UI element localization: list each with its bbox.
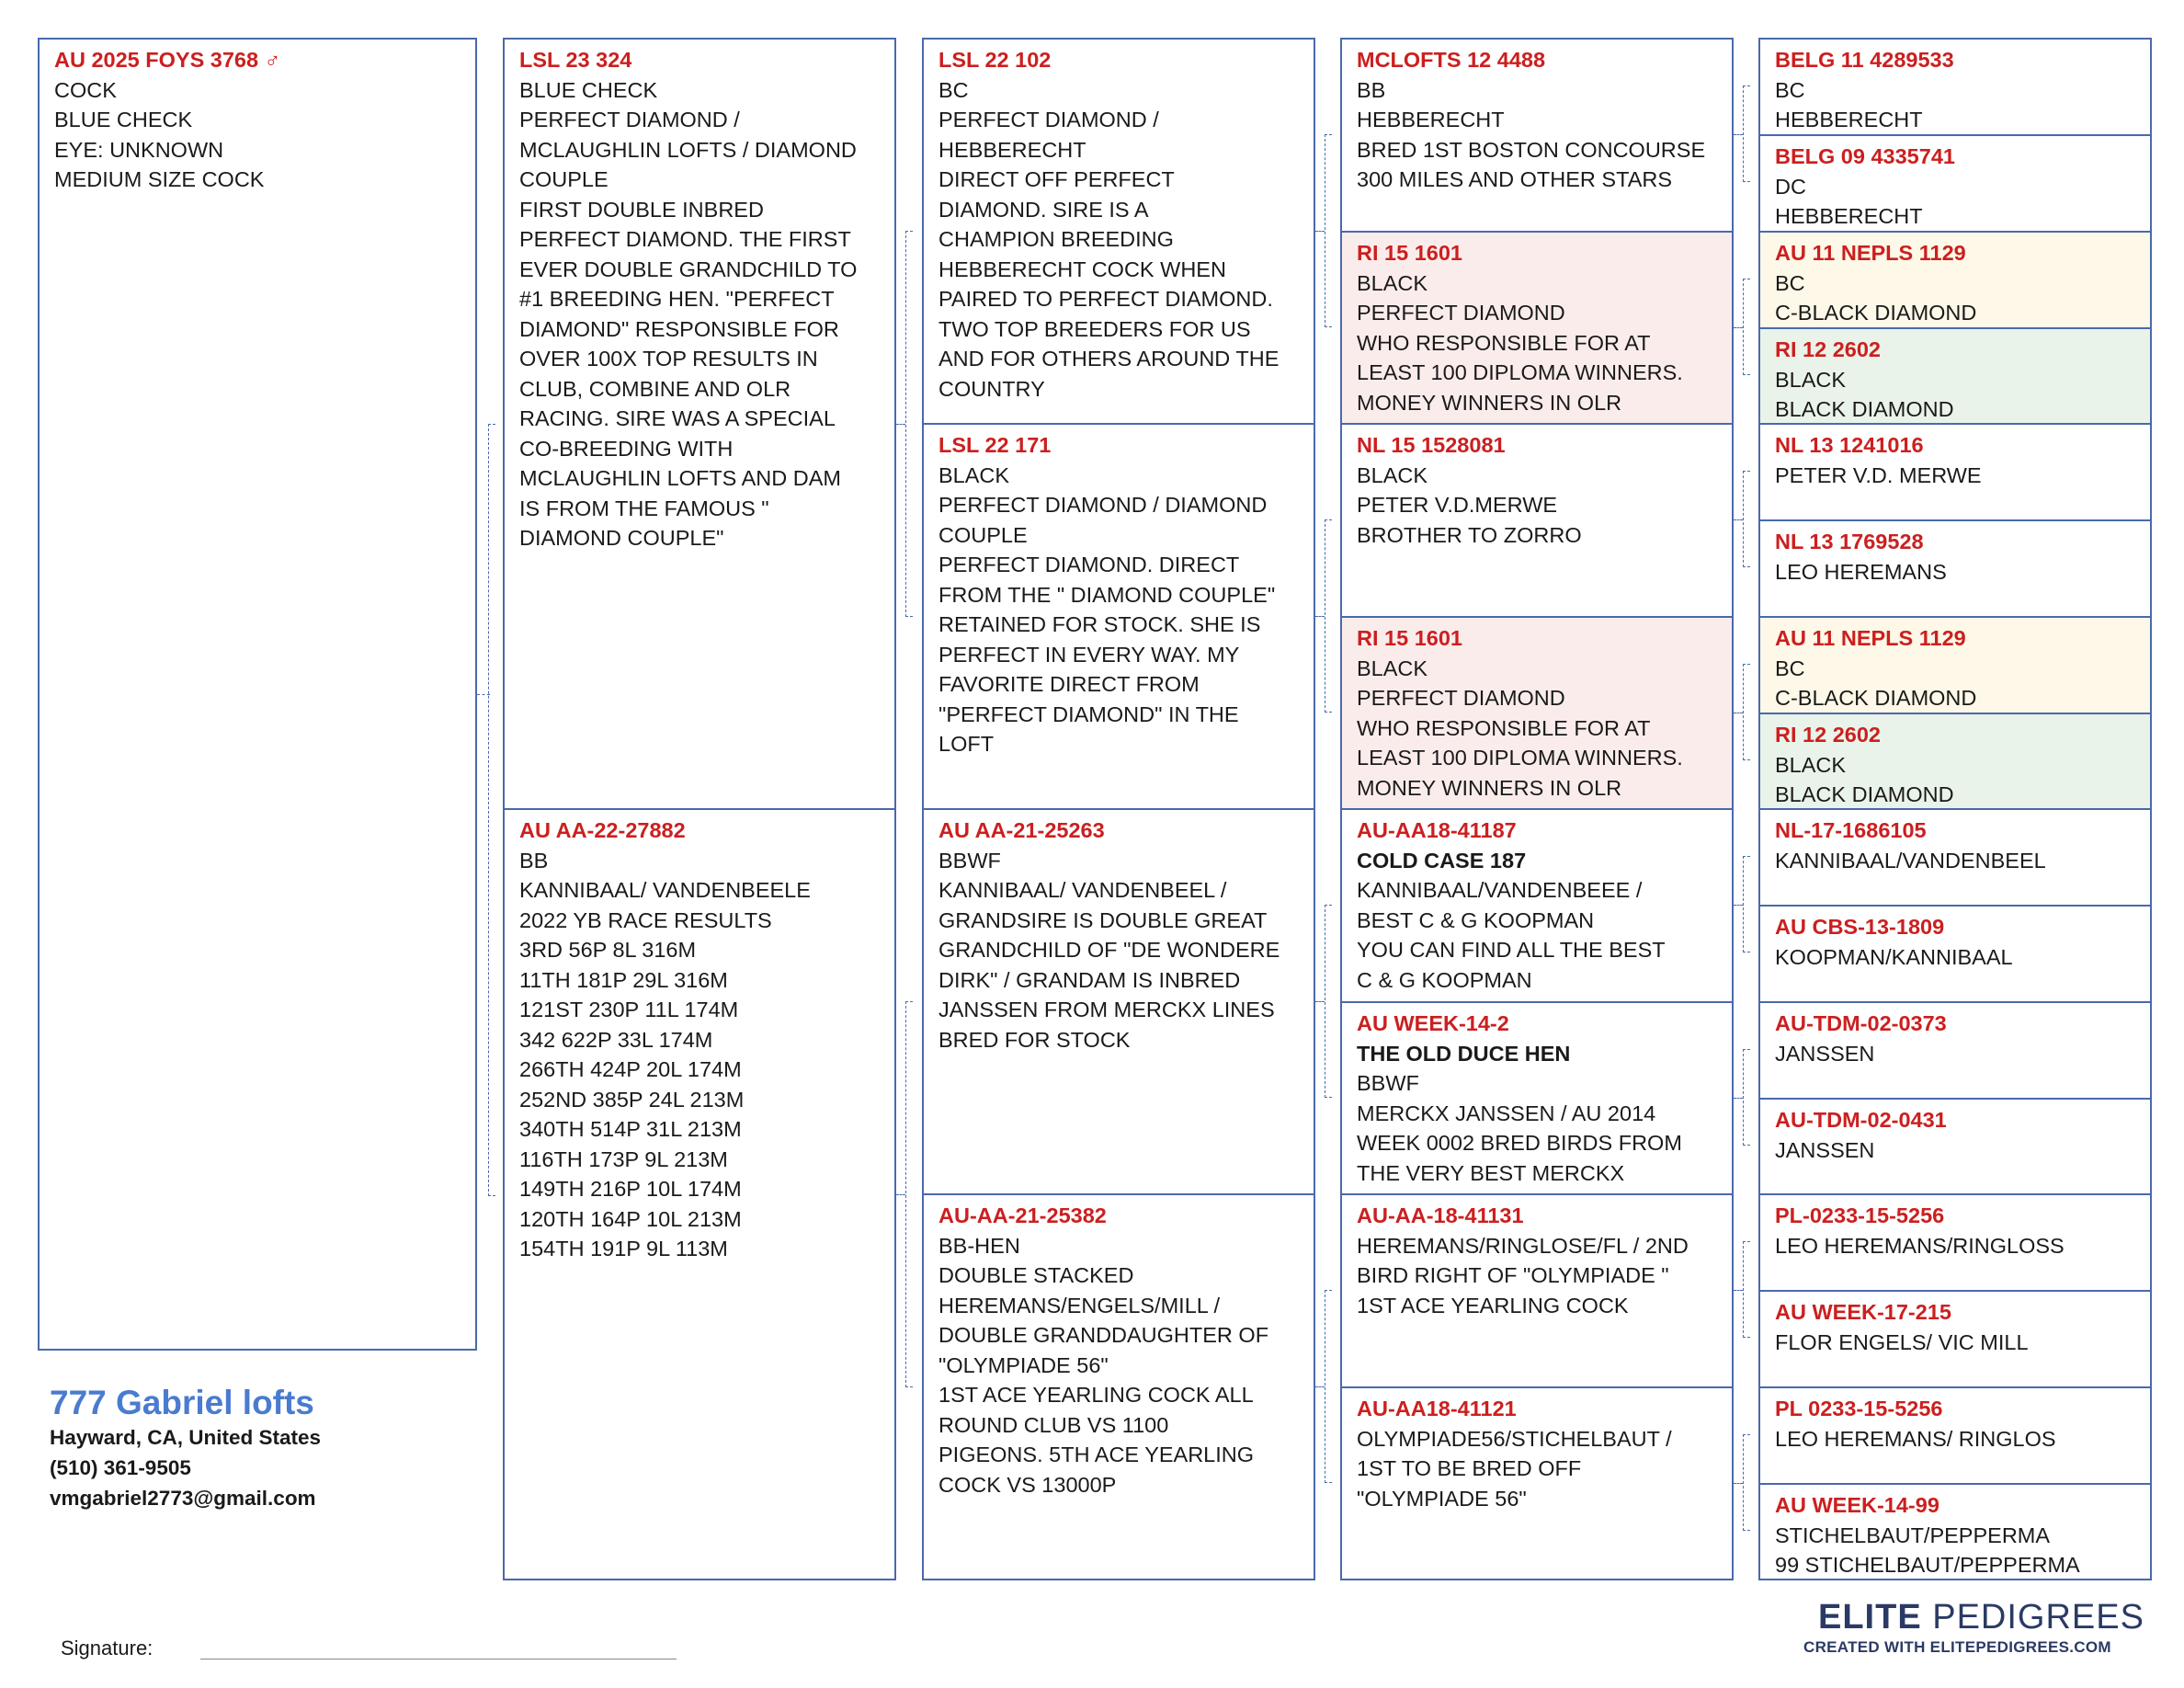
card-line: PERFECT DIAMOND. DIRECT FROM THE " DIAMOND COUPLE" RETAINED FOR STOCK. SHE IS PERFECT IN EVERY WAY. MY FAVORITE DIRECT FROM "PERFECT DIAMOND" IN THE LOFT	[938, 553, 1276, 756]
card-line: BC	[938, 77, 969, 102]
connector-line	[1734, 327, 1743, 328]
band-number: AU-AA18-41121	[1357, 1397, 1517, 1420]
connector-line	[1734, 1483, 1743, 1484]
card-line: BC	[1775, 270, 1805, 295]
connector-bracket	[1325, 905, 1332, 1098]
pedigree-card-grandparent	[922, 808, 1315, 1196]
band-number: PL-0233-15-5256	[1775, 1203, 1945, 1227]
connector-bracket	[1743, 279, 1750, 375]
card-line: BLACK	[1357, 270, 1428, 295]
band-number: NL 13 1769528	[1775, 530, 1924, 553]
card-line: EYE: UNKNOWN	[54, 137, 224, 162]
pedigree-card-gen4	[1758, 1483, 2152, 1580]
connector-bracket	[1743, 1434, 1750, 1531]
band-number: AU CBS-13-1809	[1775, 915, 1945, 939]
card-line: 2022 YB RACE RESULTS	[519, 907, 772, 932]
connector-bracket	[1743, 1049, 1750, 1146]
card-line: KANNIBAAL/VANDENBEEE / BEST C & G KOOPMAN	[1357, 878, 1643, 932]
pedigree-card-great-grandparent	[1340, 1386, 1734, 1580]
card-line: BB	[519, 848, 549, 873]
card-line: BLACK	[1775, 367, 1847, 392]
card-line: HEBBERECHT	[1775, 108, 1923, 131]
card-line: BLUE CHECK	[519, 77, 658, 102]
pedigree-card-gen4	[1758, 327, 2152, 426]
card-line: BC	[1775, 77, 1805, 102]
pedigree-card-great-grandparent	[1340, 38, 1734, 233]
band-number: AU 11 NEPLS 1129	[1775, 626, 1966, 650]
card-line: 149TH 216P 10L 174M	[519, 1177, 742, 1201]
band-number: BELG 11 4289533	[1775, 48, 1954, 72]
card-line: LEO HEREMANS/ RINGLOS	[1775, 1426, 2056, 1451]
logo-bold: ELITE	[1818, 1598, 1922, 1637]
card-line: YOU CAN FIND ALL THE BEST C & G KOOPMAN	[1357, 938, 1666, 992]
pedigree-card-gen4	[1758, 519, 2152, 618]
band-number: LSL 22 102	[938, 48, 1052, 72]
connector-bracket	[1325, 1290, 1332, 1483]
card-line: WHO RESPONSIBLE FOR AT LEAST 100 DIPLOMA WINNERS. MONEY WINNERS IN OLR	[1357, 715, 1683, 800]
card-line: 3RD 56P 8L 316M	[519, 938, 697, 962]
created-with-link[interactable]: CREATED WITH ELITEPEDIGREES.COM	[1803, 1638, 2111, 1656]
band-number: AU 2025 FOYS 3768 ♂	[54, 48, 281, 72]
band-number: AU-TDM-02-0373	[1775, 1011, 1947, 1035]
pedigree-card-gen4	[1758, 1386, 2152, 1485]
card-line: PERFECT DIAMOND / MCLAUGHLIN LOFTS / DIAMOND COUPLE	[519, 108, 857, 191]
card-line: 340TH 514P 31L 213M	[519, 1117, 742, 1141]
card-line: BB	[1357, 77, 1386, 102]
pedigree-card-gen4	[1758, 38, 2152, 136]
card-line: KOOPMAN/KANNIBAAL	[1775, 944, 2013, 969]
card-line: STICHELBAUT/PEPPERMA	[1775, 1523, 2051, 1547]
pedigree-card-great-grandparent	[1340, 1001, 1734, 1196]
connector-line	[1315, 1001, 1325, 1002]
band-number: RI 15 1601	[1357, 626, 1462, 650]
loft-name: 777 Gabriel lofts	[50, 1384, 314, 1421]
card-line: PETER V.D.MERWE	[1357, 493, 1558, 517]
card-line: BLACK	[1775, 752, 1847, 777]
loft-address: Hayward, CA, United States	[50, 1426, 322, 1449]
band-number: NL 13 1241016	[1775, 433, 1924, 457]
loft-email: vmgabriel2773@gmail.com	[50, 1487, 316, 1510]
pedigree-card-gen4	[1758, 231, 2152, 329]
connector-line	[1734, 134, 1743, 135]
connector-bracket	[905, 1001, 913, 1387]
signature-label: Signature:	[61, 1637, 154, 1659]
card-line: PERFECT DIAMOND / DIAMOND COUPLE	[938, 493, 1268, 547]
card-line: C-BLACK DIAMOND	[1775, 686, 1977, 710]
card-line: OLYMPIADE56/STICHELBAUT / 1ST TO BE BRED OFF "OLYMPIADE 56"	[1357, 1426, 1672, 1511]
card-line: C-BLACK DIAMOND	[1775, 301, 1977, 325]
card-line: 154TH 191P 9L 113M	[519, 1237, 728, 1260]
connector-line	[1315, 616, 1325, 617]
card-line: LEO HEREMANS	[1775, 559, 1947, 584]
card-line: 99 STICHELBAUT/PEPPERMA	[1775, 1553, 2080, 1577]
pedigree-card-great-grandparent	[1340, 423, 1734, 618]
band-number: AU WEEK-14-2	[1357, 1011, 1509, 1035]
band-number: AU 11 NEPLS 1129	[1775, 241, 1966, 265]
card-line: HEREMANS/RINGLOSE/FL / 2ND BIRD RIGHT OF "OLYMPIADE " 1ST ACE YEARLING COCK	[1357, 1233, 1689, 1317]
pedigree-card-gen4	[1758, 1290, 2152, 1388]
card-line: PETER V.D. MERWE	[1775, 462, 1982, 487]
card-line: 266TH 424P 20L 174M	[519, 1057, 742, 1081]
card-line: 121ST 230P 11L 174M	[519, 998, 739, 1021]
card-line: DC	[1775, 174, 1806, 199]
band-number: AU WEEK-14-99	[1775, 1493, 1939, 1517]
card-line: MERCKX JANSSEN / AU 2014 WEEK 0002 BRED BIRDS FROM THE VERY BEST MERCKX	[1357, 1101, 1682, 1185]
bird-name: COLD CASE 187	[1357, 848, 1527, 873]
connector-line	[1315, 231, 1325, 232]
band-number: NL 15 1528081	[1357, 433, 1506, 457]
card-line: BLACK	[1357, 656, 1428, 680]
pedigree-card-gen4	[1758, 1193, 2152, 1292]
card-line: KANNIBAAL/VANDENBEEL	[1775, 848, 2046, 873]
connector-line	[1734, 905, 1743, 906]
band-number: AU-AA18-41187	[1357, 818, 1517, 842]
card-line: HEBBERECHT	[1775, 204, 1923, 228]
band-number: AU AA-21-25263	[938, 818, 1105, 842]
pedigree-card-gen4	[1758, 423, 2152, 521]
pedigree-card-great-grandparent	[1340, 1193, 1734, 1388]
connector-bracket	[1743, 664, 1750, 760]
card-line: BC	[1775, 656, 1805, 680]
card-line: 342 622P 33L 174M	[519, 1027, 713, 1052]
pedigree-card-great-grandparent	[1340, 808, 1734, 1003]
band-number: AU-AA-18-41131	[1357, 1203, 1524, 1227]
band-number: AU WEEK-17-215	[1775, 1300, 1951, 1324]
card-line: DIRECT OFF PERFECT DIAMOND. SIRE IS A CHAMPION BREEDING HEBBERECHT COCK WHEN PAIRED TO PERFECT DIAMOND. TWO TOP BREEDERS FOR US AND FOR OTHERS AROUND THE COUNTRY	[938, 167, 1280, 401]
band-number: MCLOFTS 12 4488	[1357, 48, 1546, 72]
card-line: WHO RESPONSIBLE FOR AT LEAST 100 DIPLOMA WINNERS. MONEY WINNERS IN OLR	[1357, 330, 1683, 415]
pedigree-card-sire	[503, 38, 896, 810]
connector-line	[896, 1194, 905, 1195]
band-number: PL 0233-15-5256	[1775, 1397, 1943, 1420]
card-line: BLACK	[938, 462, 1010, 487]
card-line: BB-HEN	[938, 1233, 1020, 1258]
connector-bracket	[1743, 856, 1750, 952]
band-number: RI 15 1601	[1357, 241, 1462, 265]
card-line: 11TH 181P 29L 316M	[519, 967, 728, 992]
card-line: DOUBLE STACKED HEREMANS/ENGELS/MILL / DOUBLE GRANDDAUGHTER OF "OLYMPIADE 56"	[938, 1263, 1269, 1377]
card-line: BRED 1ST BOSTON CONCOURSE 300 MILES AND OTHER STARS	[1357, 137, 1706, 191]
card-line: MEDIUM SIZE COCK	[54, 167, 265, 191]
pedigree-card-gen4	[1758, 905, 2152, 1003]
band-number: LSL 22 171	[938, 433, 1052, 457]
card-line: PERFECT DIAMOND	[1357, 301, 1565, 325]
pedigree-card-grandparent	[922, 423, 1315, 811]
band-number: RI 12 2602	[1775, 723, 1881, 747]
connector-bracket	[1325, 134, 1332, 327]
pedigree-card-gen4	[1758, 1098, 2152, 1196]
connector-bracket	[1743, 86, 1750, 182]
connector-line	[1734, 519, 1743, 520]
card-line: BBWF	[938, 848, 1001, 873]
card-line: JANSSEN	[1775, 1041, 1875, 1066]
card-line: 116TH 173P 9L 213M	[519, 1146, 728, 1171]
card-line: BBWF	[1357, 1071, 1419, 1095]
pedigree-card-gen4	[1758, 808, 2152, 907]
loft-phone: (510) 361-9505	[50, 1456, 191, 1479]
card-line: KANNIBAAL/ VANDENBEEL / GRANDSIRE IS DOUBLE GREAT GRANDCHILD OF "DE WONDERE DIRK" / GRANDAM IS INBRED JANSSEN FROM MERCKX LINES BRED FOR STOCK	[938, 878, 1280, 1052]
card-line: BROTHER TO ZORRO	[1357, 522, 1582, 547]
card-line: BLACK DIAMOND	[1775, 397, 1954, 421]
elite-pedigrees-logo	[1818, 1598, 2144, 1637]
card-line: 1ST ACE YEARLING COCK ALL ROUND CLUB VS 1100 PIGEONS. 5TH ACE YEARLING COCK VS 13000P	[938, 1383, 1255, 1497]
card-line: PERFECT DIAMOND	[1357, 686, 1565, 710]
card-line: HEBBERECHT	[1357, 108, 1505, 131]
connector-bracket	[488, 424, 495, 1196]
connector-bracket	[905, 231, 913, 617]
card-line: BLACK DIAMOND	[1775, 782, 1954, 806]
connector-line	[896, 424, 905, 425]
band-number: AU-TDM-02-0431	[1775, 1108, 1947, 1132]
connector-bracket	[1743, 471, 1750, 567]
pedigree-card-gen4	[1758, 134, 2152, 233]
band-number: AU-AA-21-25382	[938, 1203, 1107, 1227]
band-number: RI 12 2602	[1775, 337, 1881, 361]
band-number: AU AA-22-27882	[519, 818, 686, 842]
pedigree-card-dam	[503, 808, 896, 1580]
card-line: COCK	[54, 77, 117, 102]
connector-line	[1315, 1386, 1325, 1387]
card-line: KANNIBAAL/ VANDENBEELE	[519, 878, 811, 902]
pedigree-card-great-grandparent	[1340, 616, 1734, 811]
band-number: NL-17-1686105	[1775, 818, 1927, 842]
card-line: FIRST DOUBLE INBRED PERFECT DIAMOND. THE FIRST EVER DOUBLE GRANDCHILD TO #1 BREEDING HEN. "PERFECT DIAMOND" RESPONSIBLE FOR OVER 100X TOP RESULTS IN CLUB, COMBINE AND OLR RACING. SIRE WAS A SPECIAL CO-BREEDING WITH MCLAUGHLIN LOFTS AND DAM IS FROM THE FAMOUS " DIAMOND COUPLE"	[519, 197, 858, 550]
pedigree-card-subject	[38, 38, 477, 1351]
card-line: 120TH 164P 10L 213M	[519, 1206, 742, 1231]
pedigree-card-great-grandparent	[1340, 231, 1734, 426]
pedigree-card-grandparent	[922, 1193, 1315, 1580]
connector-line	[1734, 1098, 1743, 1099]
pedigree-card-gen4	[1758, 616, 2152, 714]
connector-bracket	[1743, 1241, 1750, 1338]
card-line: PERFECT DIAMOND / HEBBERECHT	[938, 108, 1159, 162]
bird-name: THE OLD DUCE HEN	[1357, 1041, 1571, 1066]
card-line: JANSSEN	[1775, 1137, 1875, 1162]
connector-line	[1734, 1290, 1743, 1291]
card-line: 252ND 385P 24L 213M	[519, 1087, 745, 1112]
pedigree-card-gen4	[1758, 713, 2152, 811]
card-line: BLUE CHECK	[54, 108, 193, 131]
logo-rest: PEDIGREES	[1921, 1598, 2144, 1637]
card-line: LEO HEREMANS/RINGLOSS	[1775, 1233, 2065, 1258]
card-line: BLACK	[1357, 462, 1428, 487]
pedigree-card-gen4	[1758, 1001, 2152, 1100]
band-number: BELG 09 4335741	[1775, 144, 1955, 168]
pedigree-card-grandparent	[922, 38, 1315, 426]
connector-bracket	[1325, 519, 1332, 713]
card-line: FLOR ENGELS/ VIC MILL	[1775, 1329, 2029, 1354]
band-number: LSL 23 324	[519, 48, 632, 72]
